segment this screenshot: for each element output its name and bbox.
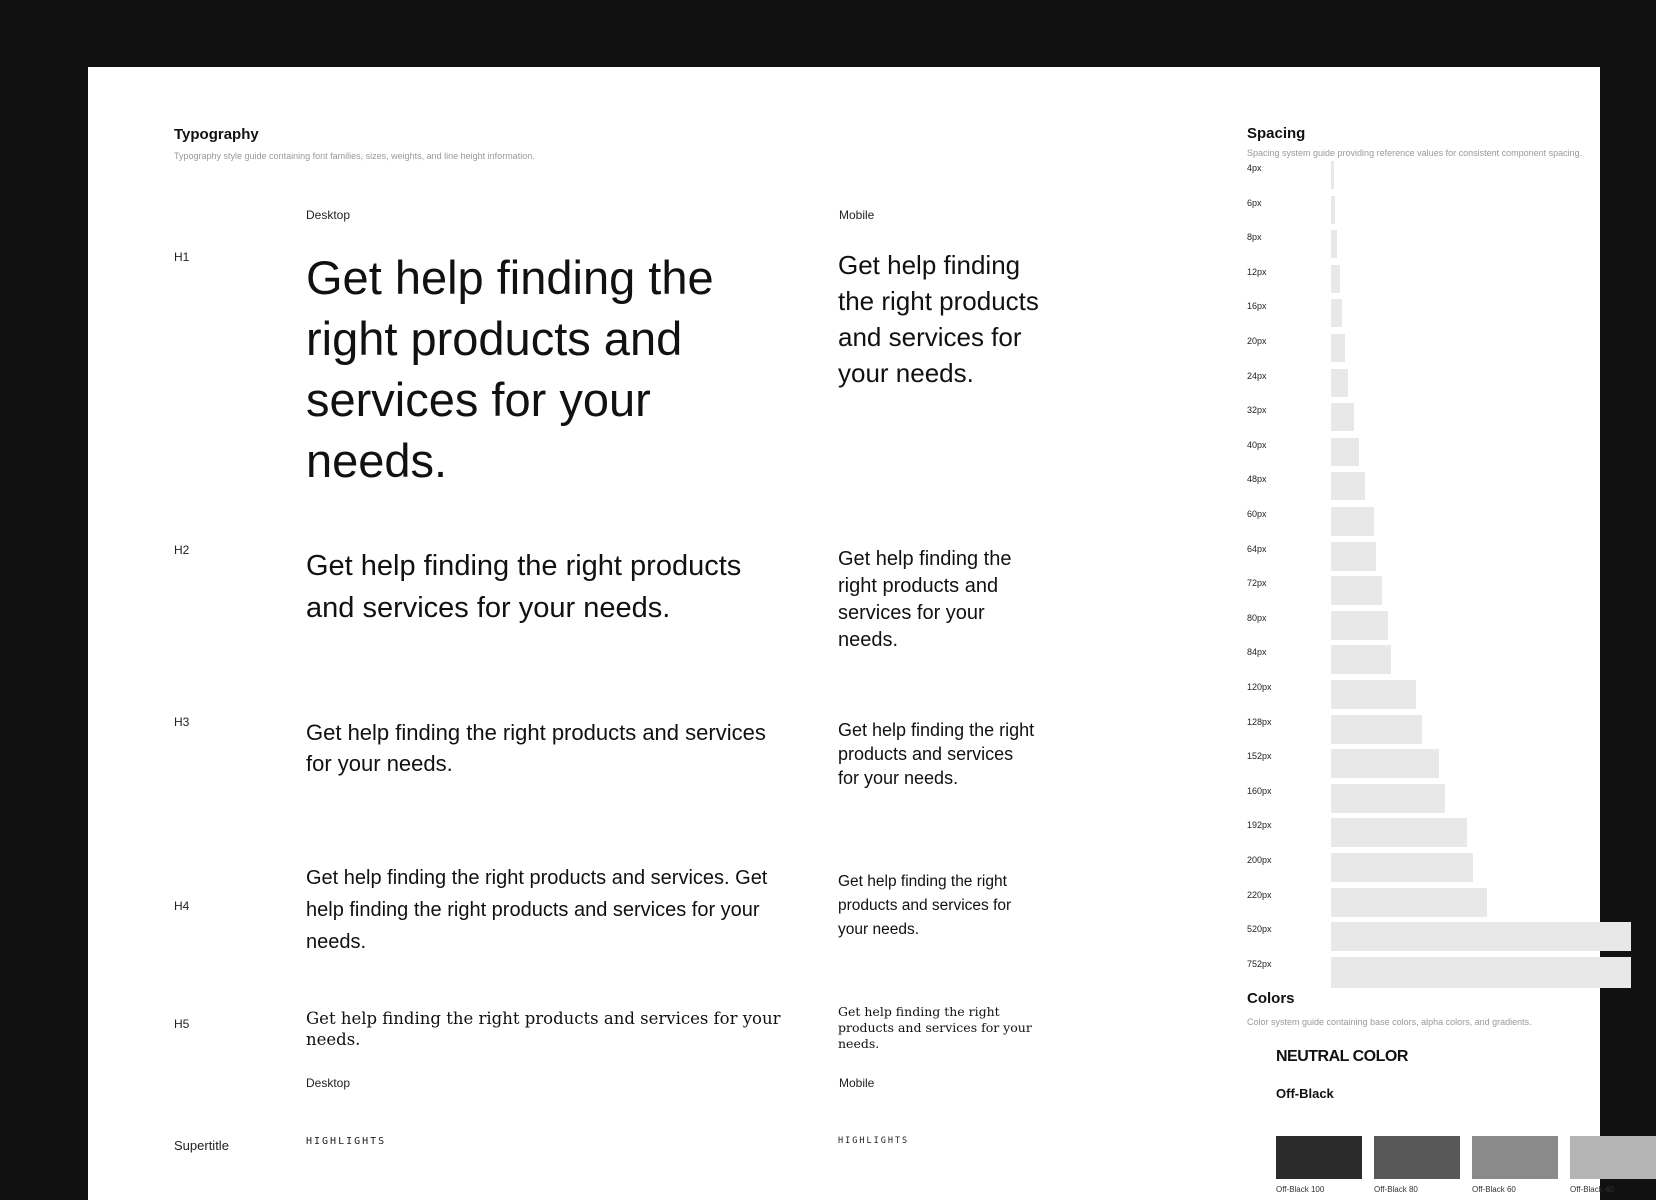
spacing-label-12px: 12px (1247, 266, 1267, 277)
spacing-title: Spacing (1247, 125, 1306, 142)
style-guide-canvas (88, 67, 1614, 1200)
supertitle-desktop-sample: HIGHLIGHTS (306, 1136, 387, 1147)
swatch-off-black-60 (1472, 1136, 1558, 1179)
mobile-column-label: Mobile (839, 208, 875, 222)
h4-desktop-sample: Get help finding the right products and services. Get help finding the right products and services for your needs. (306, 867, 768, 953)
h1-desktop-sample: Get help finding the right products and services for your needs. (306, 251, 714, 487)
h4-label: H4 (174, 899, 190, 913)
h2-mobile-sample: Get help finding the right products and services for your needs. (838, 548, 1012, 651)
h1-mobile-sample: Get help finding the right products and services for your needs. (838, 250, 1039, 388)
spacing-label-120px: 120px (1247, 682, 1272, 692)
spacing-label-48px: 48px (1247, 474, 1267, 485)
swatch-label: Off-Black 80 (1374, 1185, 1418, 1194)
swatch-off-black-40 (1570, 1136, 1656, 1179)
mobile-column-label-2: Mobile (839, 1076, 875, 1090)
h2-label: H2 (174, 543, 190, 557)
h2-desktop-sample: Get help finding the right products and services for your needs. (306, 550, 742, 624)
spacing-description: Spacing system guide providing reference values for consistent component spacing. (1247, 148, 1583, 158)
spacing-label-84px: 84px (1247, 647, 1267, 658)
spacing-label-200px: 200px (1247, 855, 1272, 865)
spacing-label-192px: 192px (1247, 820, 1272, 831)
spacing-label-4px: 4px (1247, 163, 1262, 173)
spacing-label-24px: 24px (1247, 370, 1267, 381)
typography-description: Typography style guide containing font families, sizes, weights, and line height information. (174, 151, 535, 161)
spacing-label-152px: 152px (1247, 751, 1272, 762)
neutral-color-heading: NEUTRAL COLOR (1276, 1048, 1408, 1065)
h3-label: H3 (174, 715, 190, 729)
spacing-label-72px: 72px (1247, 578, 1267, 589)
desktop-column-label: Desktop (306, 208, 351, 222)
spacing-label-160px: 160px (1247, 785, 1272, 796)
spacing-label-64px: 64px (1247, 543, 1267, 554)
spacing-label-40px: 40px (1247, 439, 1267, 450)
h5-desktop-sample: Get help finding the right products and services for your needs. (306, 1009, 781, 1049)
off-black-heading: Off-Black (1276, 1086, 1334, 1101)
h3-mobile-sample: Get help finding the right products and services for your needs. (838, 720, 1035, 788)
swatch-label: Off-Black 100 (1276, 1185, 1325, 1194)
h5-mobile-sample: Get help finding the right products and services for your needs. (838, 1004, 1032, 1051)
spacing-label-60px: 60px (1247, 509, 1267, 519)
supertitle-label: Supertitle (174, 1138, 229, 1153)
colors-description: Color system guide containing base colors, alpha colors, and gradients. (1247, 1017, 1532, 1027)
typography-title: Typography (174, 126, 259, 143)
spacing-label-20px: 20px (1247, 336, 1267, 346)
spacing-label-80px: 80px (1247, 612, 1267, 623)
h1-label: H1 (174, 250, 190, 264)
off-black-swatches (88, 67, 1614, 1200)
spacing-label-752px: 752px (1247, 958, 1272, 969)
h4-mobile-sample: Get help finding the right products and services for your needs. (838, 873, 1012, 938)
desktop-column-label-2: Desktop (306, 1076, 351, 1090)
swatch-off-black-100 (1276, 1136, 1362, 1179)
spacing-label-220px: 220px (1247, 889, 1272, 900)
spacing-label-520px: 520px (1247, 924, 1272, 935)
colors-title: Colors (1247, 990, 1295, 1007)
h5-label: H5 (174, 1017, 190, 1031)
supertitle-mobile-sample: HIGHLIGHTS (838, 1136, 910, 1146)
spacing-label-6px: 6px (1247, 197, 1262, 208)
swatch-off-black-80 (1374, 1136, 1460, 1179)
swatch-label: Off-Black 60 (1472, 1185, 1516, 1194)
spacing-label-32px: 32px (1247, 405, 1267, 416)
spacing-label-128px: 128px (1247, 716, 1272, 727)
swatch-label: Off-Black 40 (1570, 1185, 1614, 1194)
h3-desktop-sample: Get help finding the right products and services for your needs. (306, 720, 766, 776)
spacing-label-8px: 8px (1247, 232, 1262, 243)
spacing-label-16px: 16px (1247, 301, 1267, 312)
